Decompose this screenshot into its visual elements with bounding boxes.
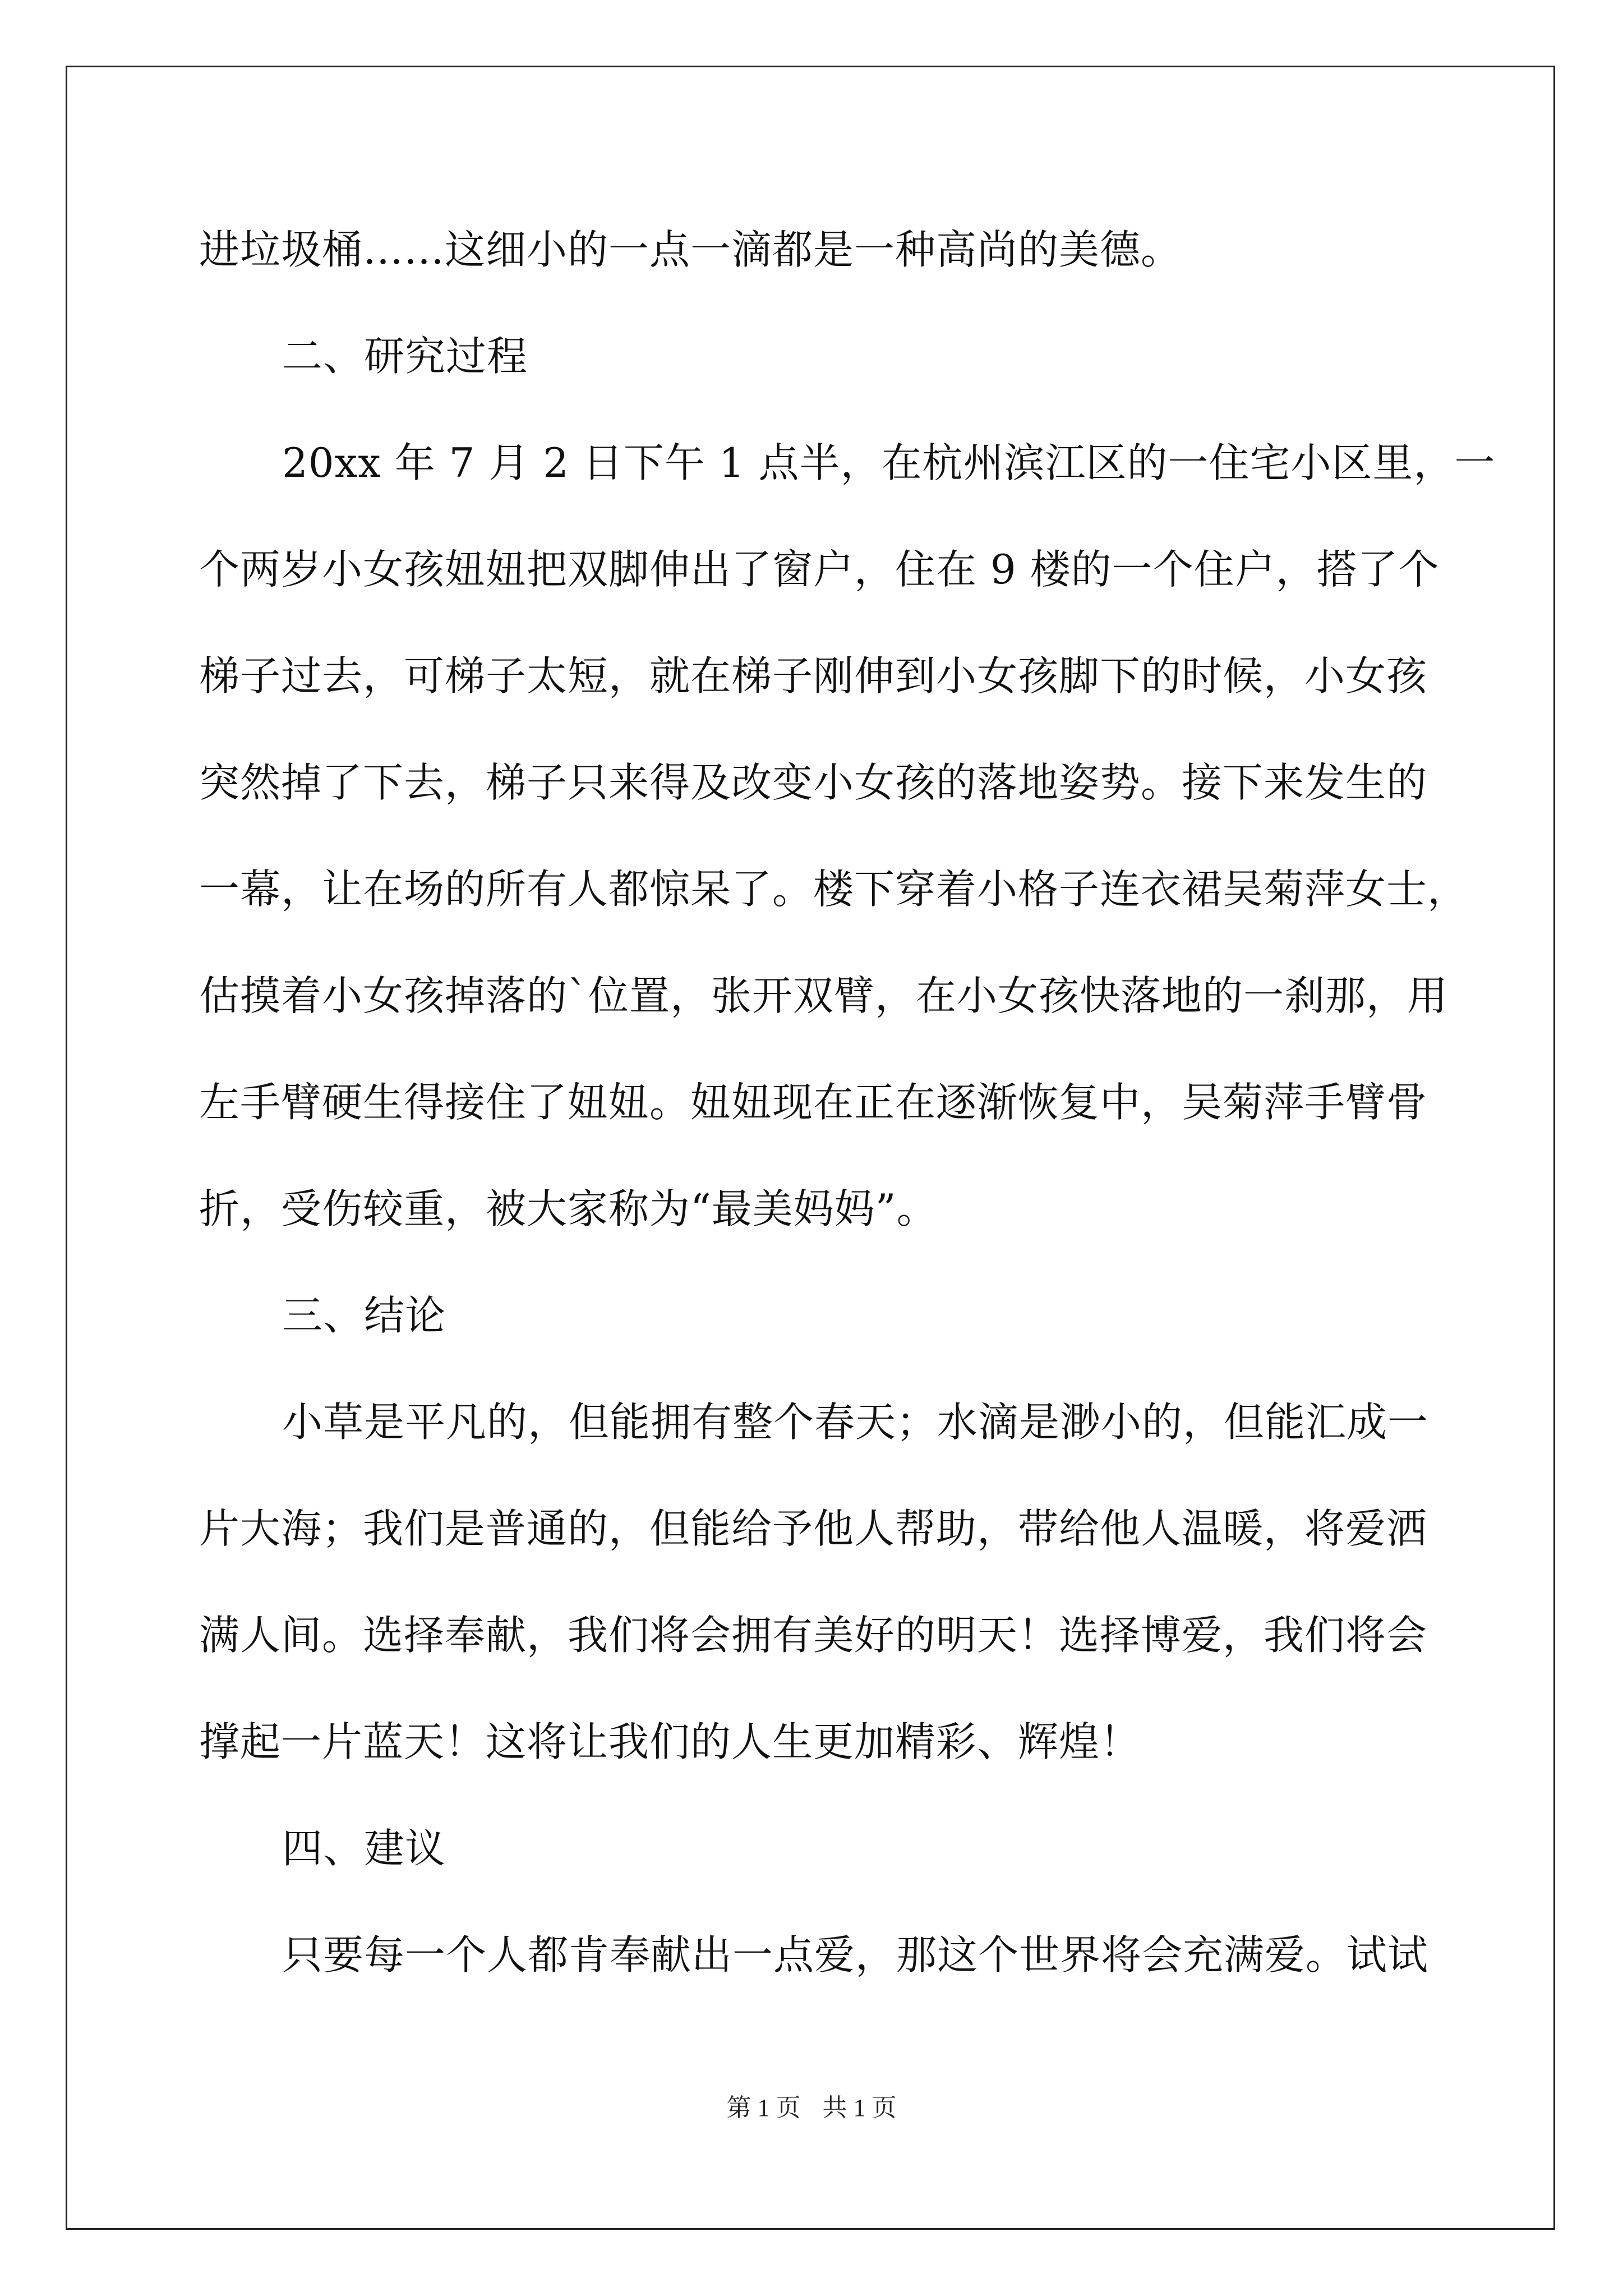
- paragraph-line: 撑起一片蓝天！这将让我们的人生更加精彩、辉煌！: [199, 1718, 1141, 1765]
- paragraph-line: 估摸着小女孩掉落的`位置，张开双臂，在小女孩快落地的一刹那，用: [199, 972, 1449, 1019]
- section-heading: 二、研究过程: [282, 333, 528, 380]
- paragraph-line: 进垃圾桶……这细小的一点一滴都是一种高尚的美德。: [199, 226, 1182, 273]
- paragraph-line: 一幕，让在场的所有人都惊呆了。楼下穿着小格子连衣裙吴菊萍女士，: [199, 866, 1469, 913]
- page-footer: [0, 2091, 1623, 2125]
- section-heading: 四、建议: [282, 1825, 446, 1872]
- paragraph-line: 个两岁小女孩妞妞把双脚伸出了窗户，住在 9 楼的一个住户，搭了个: [199, 546, 1440, 593]
- paragraph-line: 梯子过去，可梯子太短，就在梯子刚伸到小女孩脚下的时候，小女孩: [199, 652, 1428, 700]
- paragraph-line: 折，受伤较重，被大家称为“最美妈妈”。: [199, 1185, 938, 1232]
- paragraph-line: 20xx 年 7 月 2 日下午 1 点半，在杭州滨江区的一住宅小区里，一: [282, 439, 1496, 486]
- paragraph-line: 只要每一个人都肯奉献出一点爱，那这个世界将会充满爱。试试: [282, 1931, 1429, 1978]
- paragraph-line: 左手臂硬生得接住了妞妞。妞妞现在正在逐渐恢复中，吴菊萍手臂骨: [199, 1079, 1428, 1126]
- paragraph-line: 小草是平凡的，但能拥有整个春天；水滴是渺小的，但能汇成一: [282, 1398, 1429, 1446]
- page-count: 共 1 页: [822, 2094, 897, 2122]
- section-heading: 三、结论: [282, 1292, 446, 1339]
- paragraph-line: 片大海；我们是普通的，但能给予他人帮助，带给他人温暖，将爱洒: [199, 1505, 1428, 1552]
- page-number: 第 1 页: [726, 2094, 801, 2122]
- paragraph-line: 满人间。选择奉献，我们将会拥有美好的明天！选择博爱，我们将会: [199, 1612, 1428, 1659]
- paragraph-line: 突然掉了下去，梯子只来得及改变小女孩的落地姿势。接下来发生的: [199, 759, 1428, 806]
- page-border: [66, 66, 1555, 2230]
